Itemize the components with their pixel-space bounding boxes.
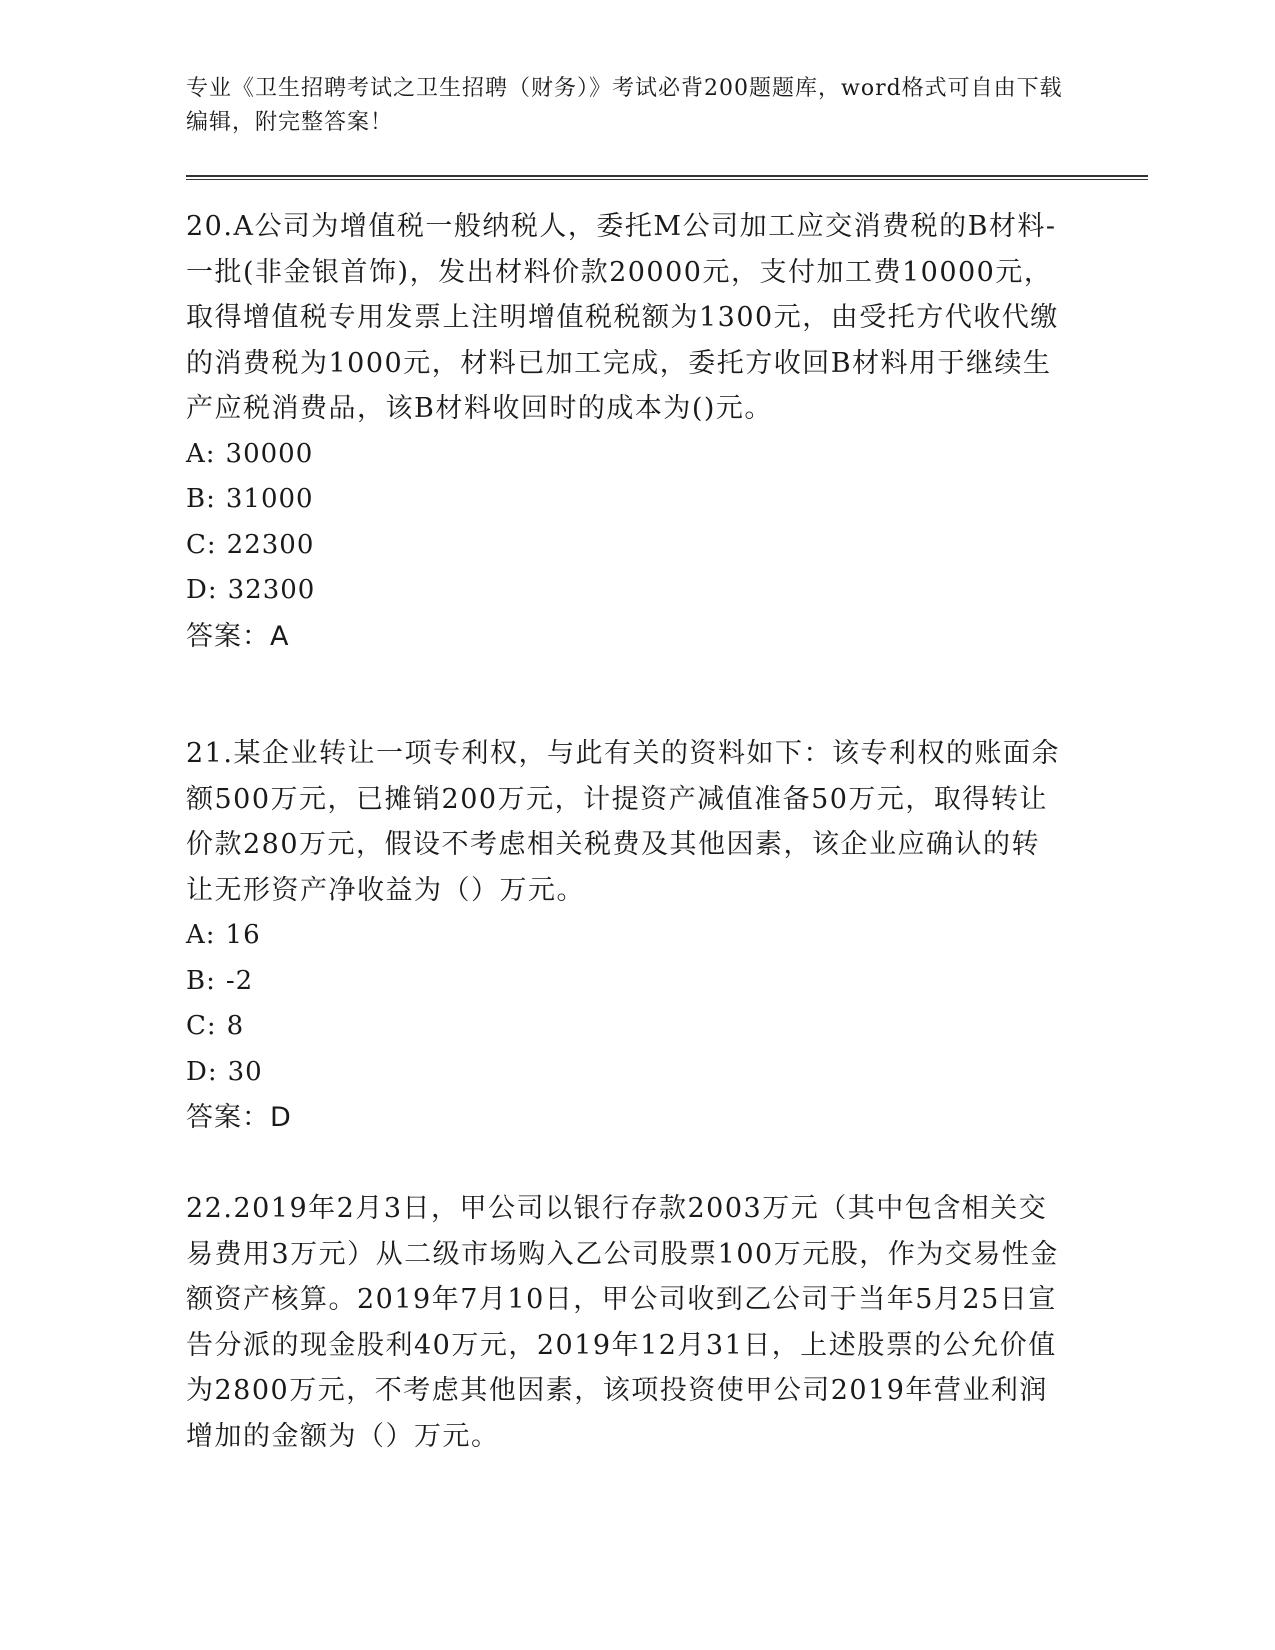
option-value: 16: [225, 920, 261, 950]
option-value: 31000: [225, 484, 314, 514]
document-header: 专业《卫生招聘考试之卫生招聘（财务）》考试必背200题题库，word格式可自由下载编辑，附完整答案！: [186, 76, 1063, 135]
option-label: D:: [186, 575, 218, 605]
option-label: D:: [186, 1056, 218, 1087]
question-stem: 20.A公司为增值税一般纳税人，委托M公司加工应交消费税的B材料-一批(非金银首饰)，发出材料价款20000元，支付加工费10000元，取得增值税专用发票上注明增值税税额为1300元，由受托方代收代缴的消费税为1000元，材料已加工完成，委托方收回B材料用于继续生产应税消费品，该B材料收回时的成本为()元。: [186, 211, 1059, 424]
option-b: [186, 477, 1066, 523]
option-label: B:: [186, 965, 216, 996]
header-divider: [186, 175, 1148, 180]
question-22: [186, 1186, 1066, 1459]
answer-line: 答案：D: [186, 1102, 292, 1133]
option-label: A:: [186, 438, 216, 469]
question-21: [186, 731, 1066, 1141]
option-a: [186, 432, 1066, 478]
option-value: 22300: [226, 529, 315, 560]
option-value: 8: [226, 1011, 245, 1041]
option-d: [186, 568, 1066, 614]
answer-line: 答案：A: [186, 620, 290, 652]
option-label: C:: [186, 1011, 217, 1041]
question-stem: 21.某企业转让一项专利权，与此有关的资料如下：该专利权的账面余额500万元，已摊销200万元，计提资产减值准备50万元，取得转让价款280万元，假设不考虑相关税费及其他因素，该企业应确认的转让无形资产净收益为（）万元。: [186, 738, 1060, 906]
option-c: [186, 1004, 1066, 1050]
option-value: 32300: [227, 575, 316, 605]
option-label: A:: [186, 920, 216, 950]
option-label: C:: [186, 529, 217, 560]
option-label: B:: [186, 484, 216, 514]
option-value: 30: [227, 1056, 263, 1087]
question-20: [186, 204, 1066, 659]
option-a: [186, 913, 1066, 959]
option-value: -2: [225, 965, 254, 996]
option-b: [186, 959, 1066, 1005]
option-d: [186, 1050, 1066, 1096]
option-c: [186, 523, 1066, 569]
option-value: 30000: [225, 438, 314, 469]
question-stem: 22.2019年2月3日，甲公司以银行存款2003万元（其中包含相关交易费用3万元）从二级市场购入乙公司股票100万元股，作为交易性金额资产核算。2019年7月10日，甲公司收到乙公司于当年5月25日宣告分派的现金股利40万元，2019年12月31日，上述股票的公允价值为2800万元，不考虑其他因素，该项投资使甲公司2019年营业利润增加的金额为（）万元。: [186, 1193, 1059, 1452]
